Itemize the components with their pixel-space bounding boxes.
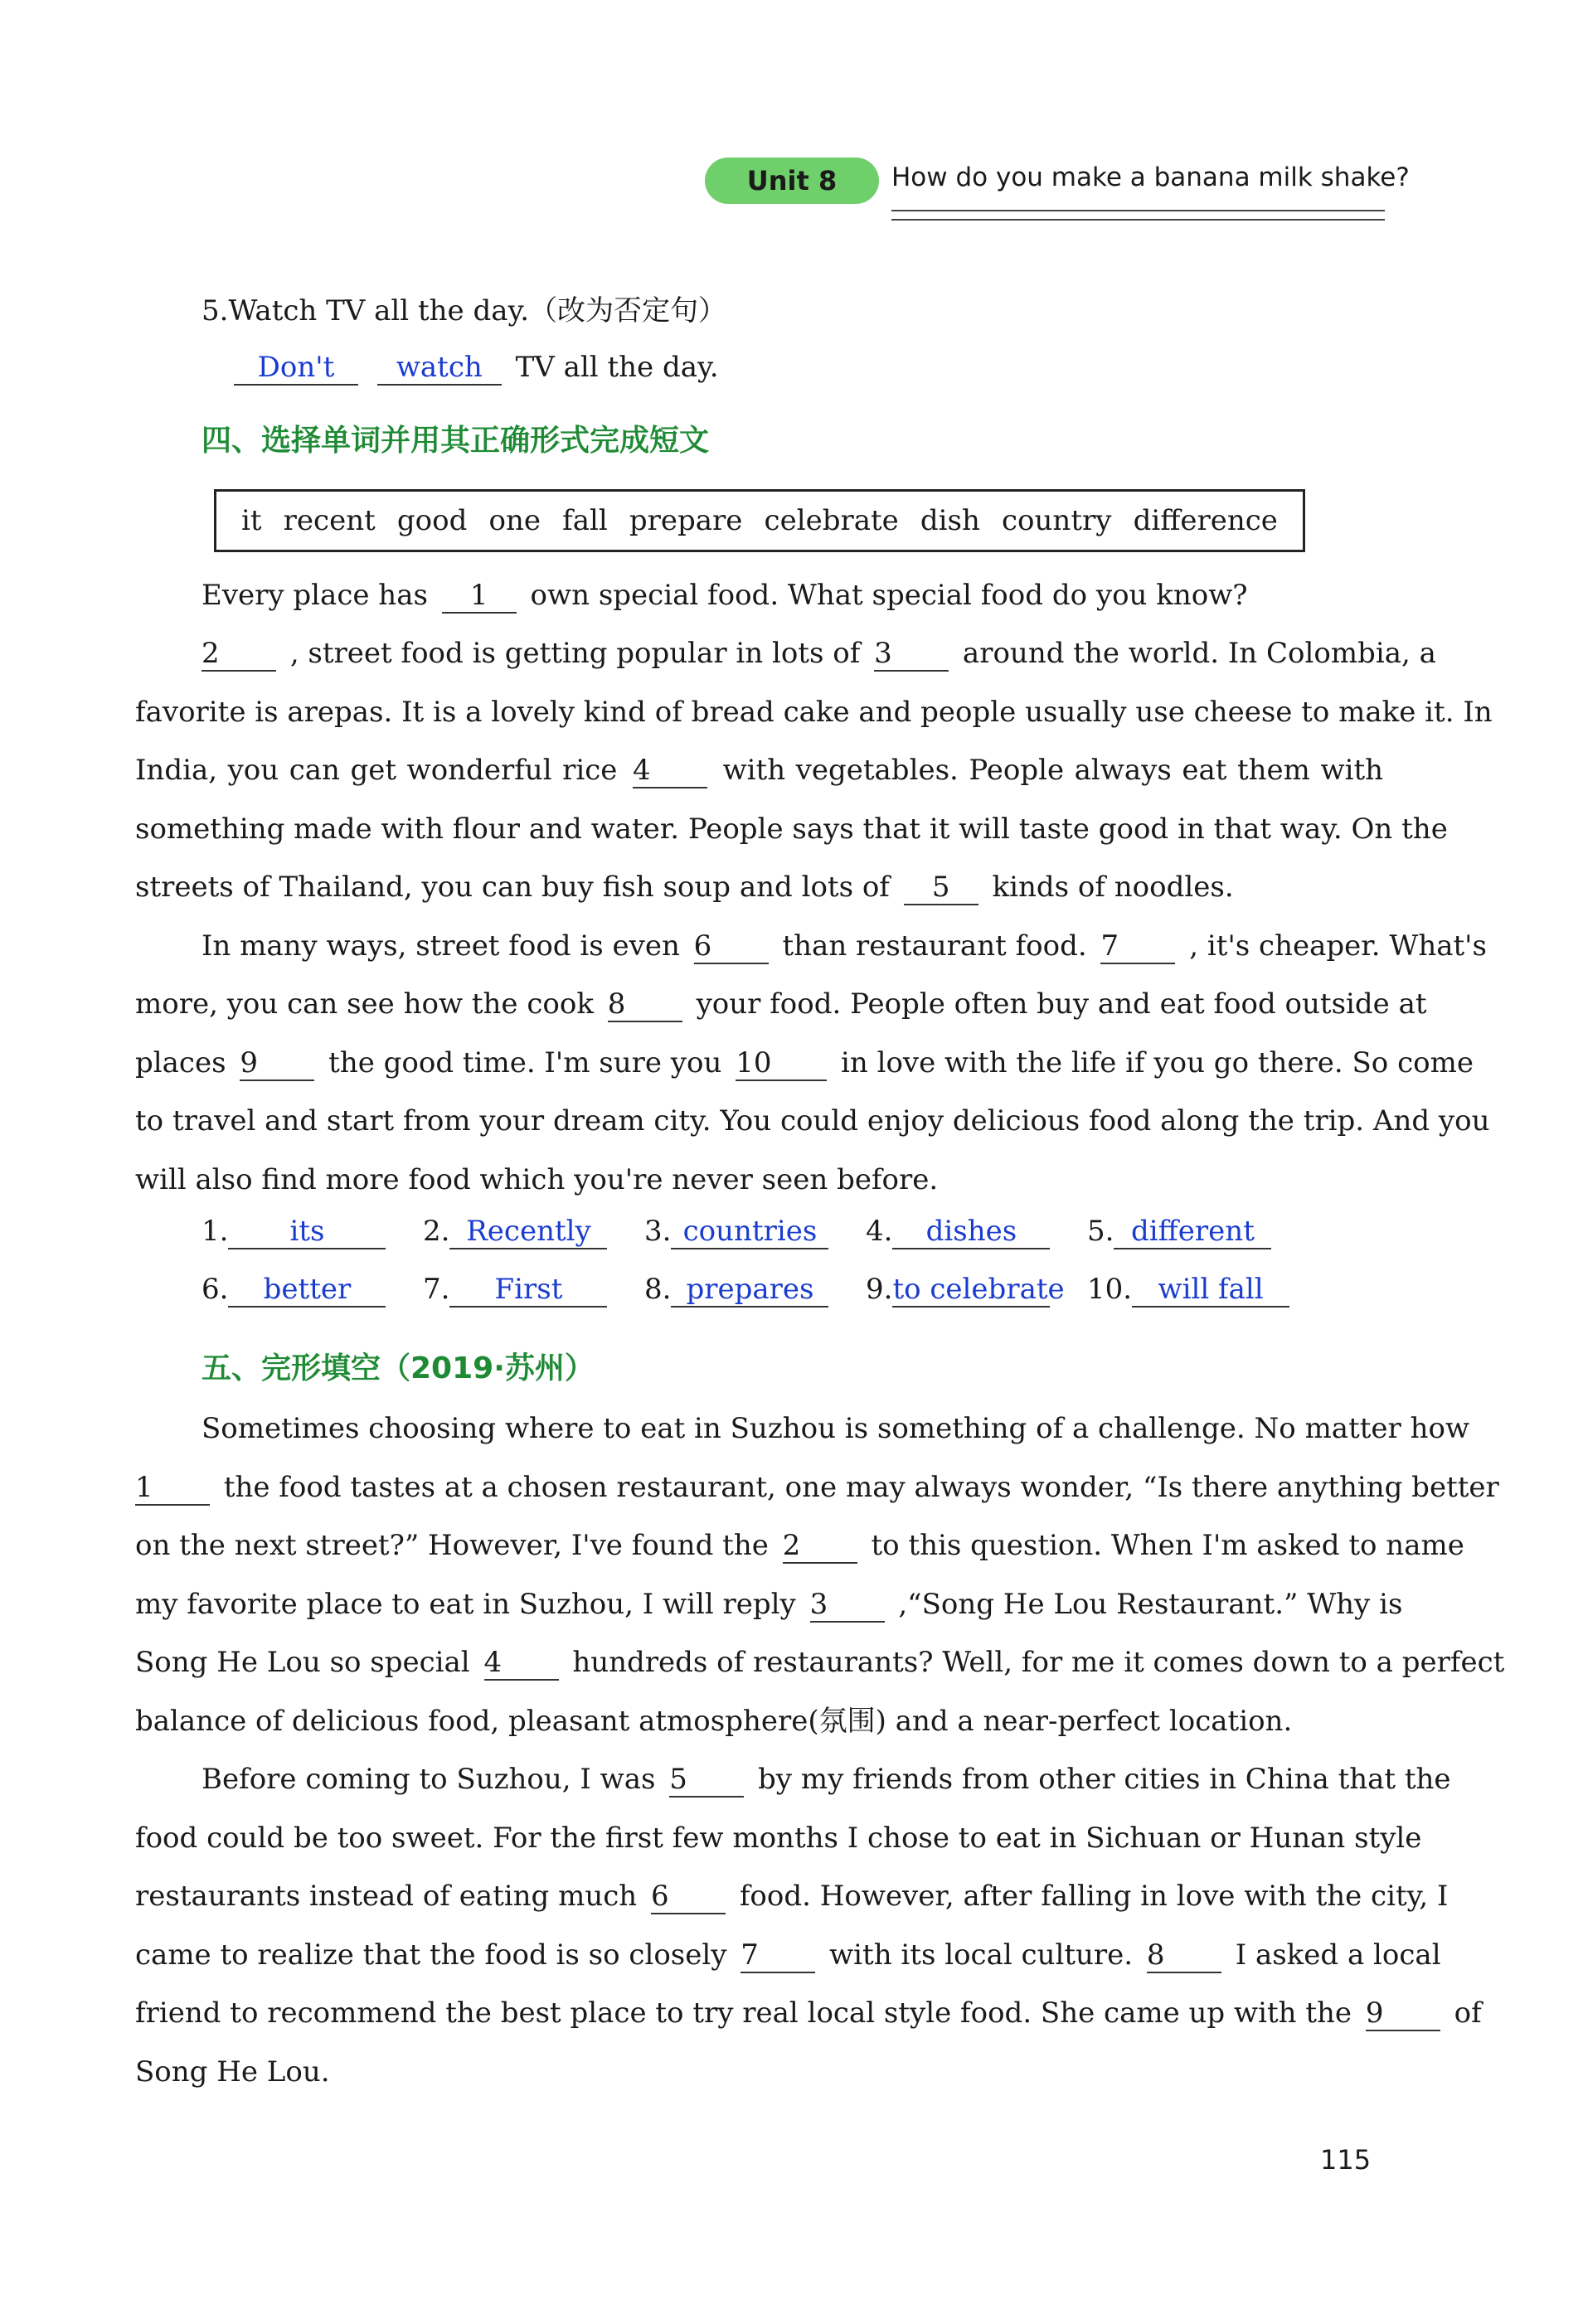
text: of (1454, 1997, 1482, 2030)
answer-num: 10. (1087, 1273, 1133, 1306)
q5-answer-line (229, 348, 719, 386)
blank-6[interactable]: 6 (694, 929, 769, 964)
answer-item (644, 1270, 828, 1308)
answer-item (423, 1270, 607, 1308)
text: by my friends from other cities in China that the (758, 1763, 1451, 1796)
unit-title: How do you make a banana milk shake? (891, 163, 1410, 192)
s5-line-6: balance of delicious food, pleasant atmosphere(氛围) and a near-perfect location. (135, 1705, 1293, 1738)
s5-line-1: Sometimes choosing where to eat in Suzhou is something of a challenge. No matter how (202, 1412, 1470, 1445)
page-number: 115 (1320, 2144, 1372, 2176)
q5-prompt: 5.Watch TV all the day.（改为否定句） (202, 294, 727, 327)
blank-5[interactable]: 5 (904, 871, 978, 905)
s5-line-5 (135, 1643, 1505, 1681)
text: In many ways, street food is even (202, 929, 680, 963)
text: the food tastes at a chosen restaurant, one may always wonder, “Is there anything better (223, 1471, 1499, 1504)
s5-line-8: food could be too sweet. For the first few months I chose to eat in Sichuan or Hunan style (135, 1822, 1422, 1855)
text: places (135, 1046, 226, 1080)
word-box-item: prepare (629, 504, 743, 537)
answer-item (202, 1212, 386, 1250)
s5-line-7 (202, 1760, 1451, 1798)
text: Song He Lou so special (135, 1646, 470, 1679)
answer-item (644, 1212, 828, 1250)
s4-line-4 (135, 751, 1383, 789)
answer-num: 1. (202, 1215, 229, 1248)
answer-num: 6. (202, 1273, 229, 1306)
text: India, you can get wonderful rice (135, 754, 618, 787)
text: your food. People often buy and eat food outside at (696, 987, 1427, 1021)
header-rule (891, 210, 1385, 221)
text: on the next street?” However, I've found the (135, 1529, 769, 1562)
answer-item (1087, 1270, 1289, 1308)
cloze-blank-4[interactable]: 4 (484, 1646, 559, 1681)
text: came to realize that the food is so closely (135, 1938, 727, 1972)
text: Before coming to Suzhou, I was (202, 1763, 656, 1796)
answer-num: 3. (644, 1215, 672, 1248)
blank-7[interactable]: 7 (1100, 929, 1175, 964)
unit-badge: Unit 8 (705, 158, 879, 204)
q5-blank-1[interactable]: Don't (234, 351, 358, 386)
text: own special food. What special food do you know? (530, 579, 1248, 612)
answer-item (1087, 1212, 1271, 1250)
answer-blank[interactable]: different (1114, 1215, 1271, 1249)
text: friend to recommend the best place to try real local style food. She came up with the (135, 1997, 1352, 2030)
text: streets of Thailand, you can buy fish soup and lots of (135, 871, 890, 904)
text: to this question. When I'm asked to name (871, 1529, 1464, 1562)
answer-num: 8. (644, 1273, 672, 1306)
word-box (214, 489, 1305, 552)
s4-line-10: to travel and start from your dream city. You could enjoy delicious food along the trip. And you (135, 1104, 1490, 1138)
q5-tail: TV all the day. (515, 351, 719, 384)
text: food. However, after falling in love with the city, I (739, 1880, 1449, 1913)
blank-4[interactable]: 4 (633, 754, 707, 788)
s4-line-6 (135, 868, 1234, 906)
s5-line-12: Song He Lou. (135, 2055, 330, 2089)
text: kinds of noodles. (992, 871, 1234, 904)
answer-item (202, 1270, 386, 1308)
s5-line-3 (135, 1526, 1464, 1565)
section5-heading: 五、完形填空（2019·苏州） (202, 1351, 595, 1385)
answer-item (866, 1270, 1065, 1308)
answer-item (423, 1212, 607, 1250)
s5-line-11 (135, 1994, 1482, 2032)
word-box-item: good (396, 504, 468, 537)
text: I asked a local (1235, 1938, 1441, 1972)
s5-line-4 (135, 1585, 1403, 1623)
text: with its local culture. (829, 1938, 1134, 1972)
cloze-blank-1[interactable]: 1 (135, 1471, 210, 1506)
blank-8[interactable]: 8 (608, 987, 682, 1022)
blank-3[interactable]: 3 (874, 637, 949, 672)
s4-line-3: favorite is arepas. It is a lovely kind of bread cake and people usually use cheese to make it. In (135, 696, 1493, 729)
blank-9[interactable]: 9 (240, 1046, 314, 1081)
answer-num: 7. (423, 1273, 450, 1306)
q5-blank-2[interactable]: watch (377, 351, 502, 386)
text: than restaurant food. (782, 929, 1087, 963)
cloze-blank-5[interactable]: 5 (669, 1763, 744, 1798)
s4-line-5: something made with flour and water. People says that it will taste good in that way. On the (135, 813, 1448, 846)
blank-1[interactable]: 1 (442, 579, 517, 614)
cloze-blank-8[interactable]: 8 (1147, 1938, 1221, 1973)
answer-blank[interactable]: countries (671, 1215, 828, 1249)
s4-line-8 (135, 985, 1427, 1023)
s4-line-9 (135, 1044, 1474, 1082)
cloze-blank-7[interactable]: 7 (741, 1938, 815, 1973)
cloze-blank-2[interactable]: 2 (783, 1529, 857, 1564)
word-box-item: celebrate (764, 504, 899, 537)
text: ,“Song He Lou Restaurant.” Why is (898, 1588, 1403, 1621)
s4-line-2 (202, 634, 1436, 672)
s4-line-7 (202, 927, 1487, 965)
s5-line-2 (135, 1468, 1499, 1506)
cloze-blank-9[interactable]: 9 (1366, 1997, 1440, 2031)
text: Every place has (202, 579, 428, 612)
answer-blank[interactable]: its (228, 1215, 386, 1249)
answer-num: 2. (423, 1215, 450, 1248)
word-box-item: country (1002, 504, 1112, 537)
answer-item (866, 1212, 1050, 1250)
answer-num: 9. (866, 1273, 893, 1306)
word-box-item: one (488, 504, 541, 537)
text: , it's cheaper. What's (1189, 929, 1487, 963)
answer-blank[interactable]: will fall (1132, 1273, 1289, 1308)
text: , street food is getting popular in lots of (289, 637, 861, 670)
answer-blank[interactable]: Recently (449, 1215, 607, 1249)
text: hundreds of restaurants? Well, for me it comes down to a perfect (572, 1646, 1505, 1679)
text: around the world. In Colombia, a (962, 637, 1436, 670)
word-box-item: difference (1133, 504, 1278, 537)
s5-line-10 (135, 1936, 1441, 1974)
word-box-item: dish (920, 504, 980, 537)
cloze-blank-6[interactable]: 6 (651, 1880, 726, 1914)
text: more, you can see how the cook (135, 987, 594, 1021)
word-box-item: fall (562, 504, 608, 537)
blank-2[interactable]: 2 (202, 637, 276, 672)
answer-num: 5. (1087, 1215, 1114, 1248)
text: my favorite place to eat in Suzhou, I will reply (135, 1588, 796, 1621)
text: restaurants instead of eating much (135, 1880, 638, 1913)
blank-10[interactable]: 10 (736, 1046, 827, 1081)
word-box-item: recent (283, 504, 376, 537)
section4-heading: 四、选择单词并用其正确形式完成短文 (202, 424, 710, 458)
answer-blank[interactable]: to celebrate (892, 1273, 1065, 1306)
text: the good time. I'm sure you (328, 1046, 722, 1080)
word-box-item: it (241, 504, 262, 537)
text: with vegetables. People always eat them with (722, 754, 1384, 787)
s4-line-1 (202, 576, 1248, 614)
s4-line-11: will also find more food which you're never seen before. (135, 1163, 939, 1196)
answer-blank[interactable]: First (449, 1273, 607, 1308)
answer-num: 4. (866, 1215, 893, 1248)
answer-blank[interactable]: better (228, 1273, 386, 1308)
text: in love with the life if you go there. So come (841, 1046, 1474, 1080)
cloze-blank-3[interactable]: 3 (810, 1588, 885, 1623)
answer-blank[interactable]: prepares (671, 1273, 828, 1308)
answer-blank[interactable]: dishes (892, 1215, 1050, 1249)
s5-line-9 (135, 1877, 1449, 1915)
